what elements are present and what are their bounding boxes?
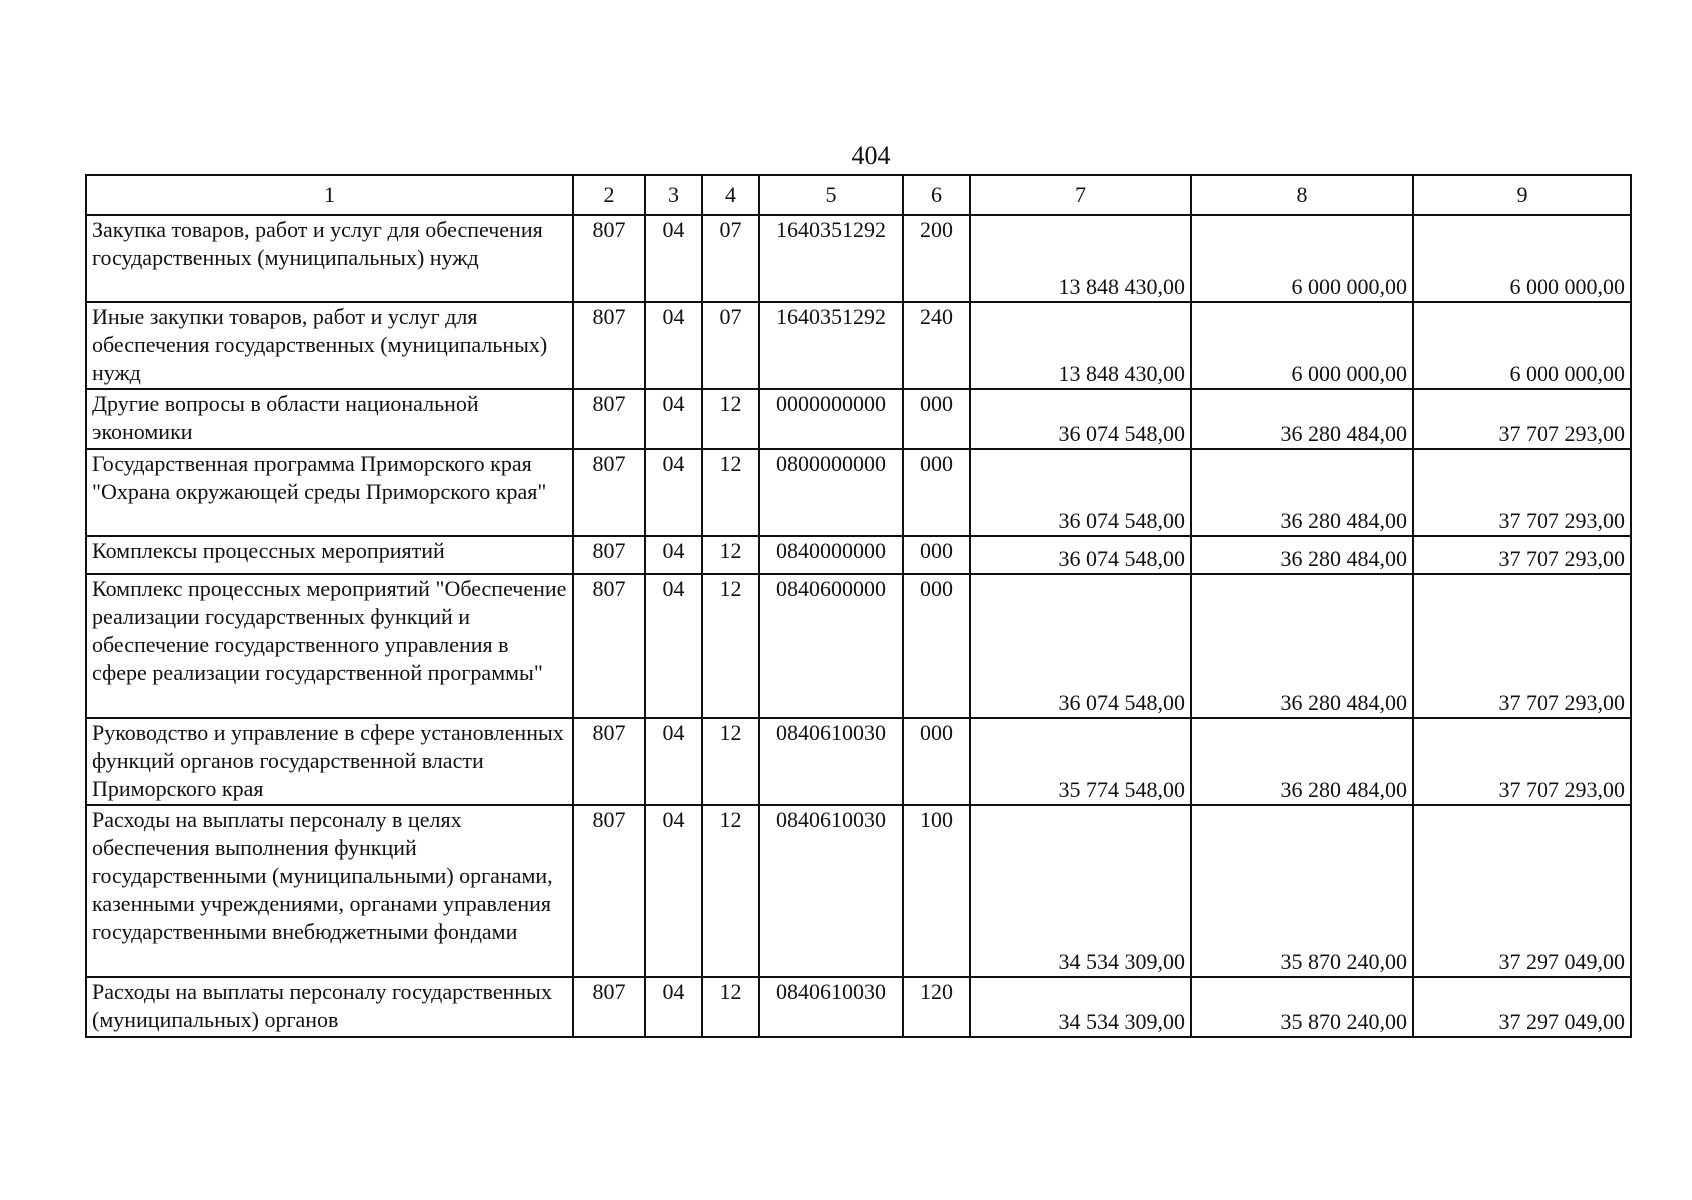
row-amount-col-8: 36 280 484,00 [1191, 536, 1413, 574]
row-expense-type-code: 000 [903, 449, 970, 536]
row-ministry-code: 807 [573, 215, 645, 302]
row-section-code: 04 [645, 215, 702, 302]
row-expense-type-code: 200 [903, 215, 970, 302]
row-expense-type-code: 240 [903, 302, 970, 389]
table-row [86, 805, 1631, 977]
row-target-code: 0000000000 [759, 389, 903, 449]
row-expense-type-code: 000 [903, 574, 970, 718]
row-target-code: 0800000000 [759, 449, 903, 536]
row-ministry-code: 807 [573, 536, 645, 574]
row-target-code: 0840000000 [759, 536, 903, 574]
row-name: Государственная программа Приморского края "Охрана окружающей среды Приморского края" [86, 449, 573, 536]
row-amount-col-8: 35 870 240,00 [1191, 977, 1413, 1037]
row-expense-type-code: 120 [903, 977, 970, 1037]
row-subsection-code: 12 [702, 977, 759, 1037]
row-ministry-code: 807 [573, 574, 645, 718]
header-col-7: 7 [970, 175, 1191, 215]
row-target-code: 0840600000 [759, 574, 903, 718]
row-target-code: 0840610030 [759, 977, 903, 1037]
row-target-code: 0840610030 [759, 805, 903, 977]
row-amount-col-9: 6 000 000,00 [1413, 215, 1631, 302]
row-amount-col-9: 37 707 293,00 [1413, 574, 1631, 718]
row-amount-col-8: 6 000 000,00 [1191, 215, 1413, 302]
row-amount-col-7: 36 074 548,00 [970, 449, 1191, 536]
row-amount-col-9: 6 000 000,00 [1413, 302, 1631, 389]
row-expense-type-code: 000 [903, 536, 970, 574]
row-section-code: 04 [645, 805, 702, 977]
row-name: Иные закупки товаров, работ и услуг для обеспечения государственных (муниципальных) нужд [86, 302, 573, 389]
row-ministry-code: 807 [573, 977, 645, 1037]
table-row [86, 215, 1631, 302]
table-row [86, 449, 1631, 536]
row-section-code: 04 [645, 302, 702, 389]
row-subsection-code: 12 [702, 449, 759, 536]
row-section-code: 04 [645, 449, 702, 536]
column-number-header-row [86, 175, 1631, 215]
header-col-9: 9 [1413, 175, 1631, 215]
row-amount-col-9: 37 707 293,00 [1413, 718, 1631, 805]
row-ministry-code: 807 [573, 805, 645, 977]
row-subsection-code: 12 [702, 718, 759, 805]
row-name: Комплекс процессных мероприятий "Обеспечение реализации государственных функций и обеспечение государственного управления в сфере реализации государственной программы" [86, 574, 573, 718]
row-amount-col-7: 35 774 548,00 [970, 718, 1191, 805]
header-col-8: 8 [1191, 175, 1413, 215]
header-col-3: 3 [645, 175, 702, 215]
row-subsection-code: 12 [702, 805, 759, 977]
row-subsection-code: 07 [702, 215, 759, 302]
row-amount-col-8: 6 000 000,00 [1191, 302, 1413, 389]
table-row [86, 536, 1631, 574]
header-col-5: 5 [759, 175, 903, 215]
row-amount-col-9: 37 707 293,00 [1413, 389, 1631, 449]
row-amount-col-8: 35 870 240,00 [1191, 805, 1413, 977]
row-amount-col-7: 36 074 548,00 [970, 574, 1191, 718]
row-target-code: 1640351292 [759, 302, 903, 389]
table-row [86, 389, 1631, 449]
row-amount-col-8: 36 280 484,00 [1191, 389, 1413, 449]
row-expense-type-code: 000 [903, 389, 970, 449]
table-row [86, 977, 1631, 1037]
row-ministry-code: 807 [573, 718, 645, 805]
row-name: Комплексы процессных мероприятий [86, 536, 573, 574]
row-amount-col-8: 36 280 484,00 [1191, 574, 1413, 718]
row-expense-type-code: 000 [903, 718, 970, 805]
row-amount-col-7: 36 074 548,00 [970, 389, 1191, 449]
table-row [86, 574, 1631, 718]
row-amount-col-8: 36 280 484,00 [1191, 449, 1413, 536]
row-subsection-code: 12 [702, 389, 759, 449]
row-section-code: 04 [645, 536, 702, 574]
row-subsection-code: 07 [702, 302, 759, 389]
row-section-code: 04 [645, 718, 702, 805]
row-amount-col-7: 13 848 430,00 [970, 302, 1191, 389]
header-col-2: 2 [573, 175, 645, 215]
row-section-code: 04 [645, 389, 702, 449]
row-expense-type-code: 100 [903, 805, 970, 977]
row-name: Расходы на выплаты персоналу государственных (муниципальных) органов [86, 977, 573, 1037]
row-amount-col-9: 37 707 293,00 [1413, 536, 1631, 574]
row-amount-col-7: 36 074 548,00 [970, 536, 1191, 574]
row-amount-col-9: 37 297 049,00 [1413, 805, 1631, 977]
row-name: Расходы на выплаты персоналу в целях обеспечения выполнения функций государственными (муниципальными) органами, казенными учреждениями, органами управления государственными внебюджетными фондами [86, 805, 573, 977]
row-section-code: 04 [645, 977, 702, 1037]
header-col-1: 1 [86, 175, 573, 215]
row-amount-col-8: 36 280 484,00 [1191, 718, 1413, 805]
row-target-code: 1640351292 [759, 215, 903, 302]
row-amount-col-7: 34 534 309,00 [970, 977, 1191, 1037]
row-subsection-code: 12 [702, 536, 759, 574]
row-target-code: 0840610030 [759, 718, 903, 805]
row-name: Руководство и управление в сфере установленных функций органов государственной власти Приморского края [86, 718, 573, 805]
row-name: Другие вопросы в области национальной экономики [86, 389, 573, 449]
header-col-6: 6 [903, 175, 970, 215]
row-amount-col-7: 13 848 430,00 [970, 215, 1191, 302]
header-col-4: 4 [702, 175, 759, 215]
page-number-text: 404 [851, 141, 891, 170]
row-amount-col-9: 37 297 049,00 [1413, 977, 1631, 1037]
row-ministry-code: 807 [573, 302, 645, 389]
row-subsection-code: 12 [702, 574, 759, 718]
row-ministry-code: 807 [573, 389, 645, 449]
row-amount-col-7: 34 534 309,00 [970, 805, 1191, 977]
row-amount-col-9: 37 707 293,00 [1413, 449, 1631, 536]
budget-table [85, 174, 1632, 1038]
table-row [86, 718, 1631, 805]
table-row [86, 302, 1631, 389]
row-section-code: 04 [645, 574, 702, 718]
row-ministry-code: 807 [573, 449, 645, 536]
row-name: Закупка товаров, работ и услуг для обеспечения государственных (муниципальных) нужд [86, 215, 573, 302]
